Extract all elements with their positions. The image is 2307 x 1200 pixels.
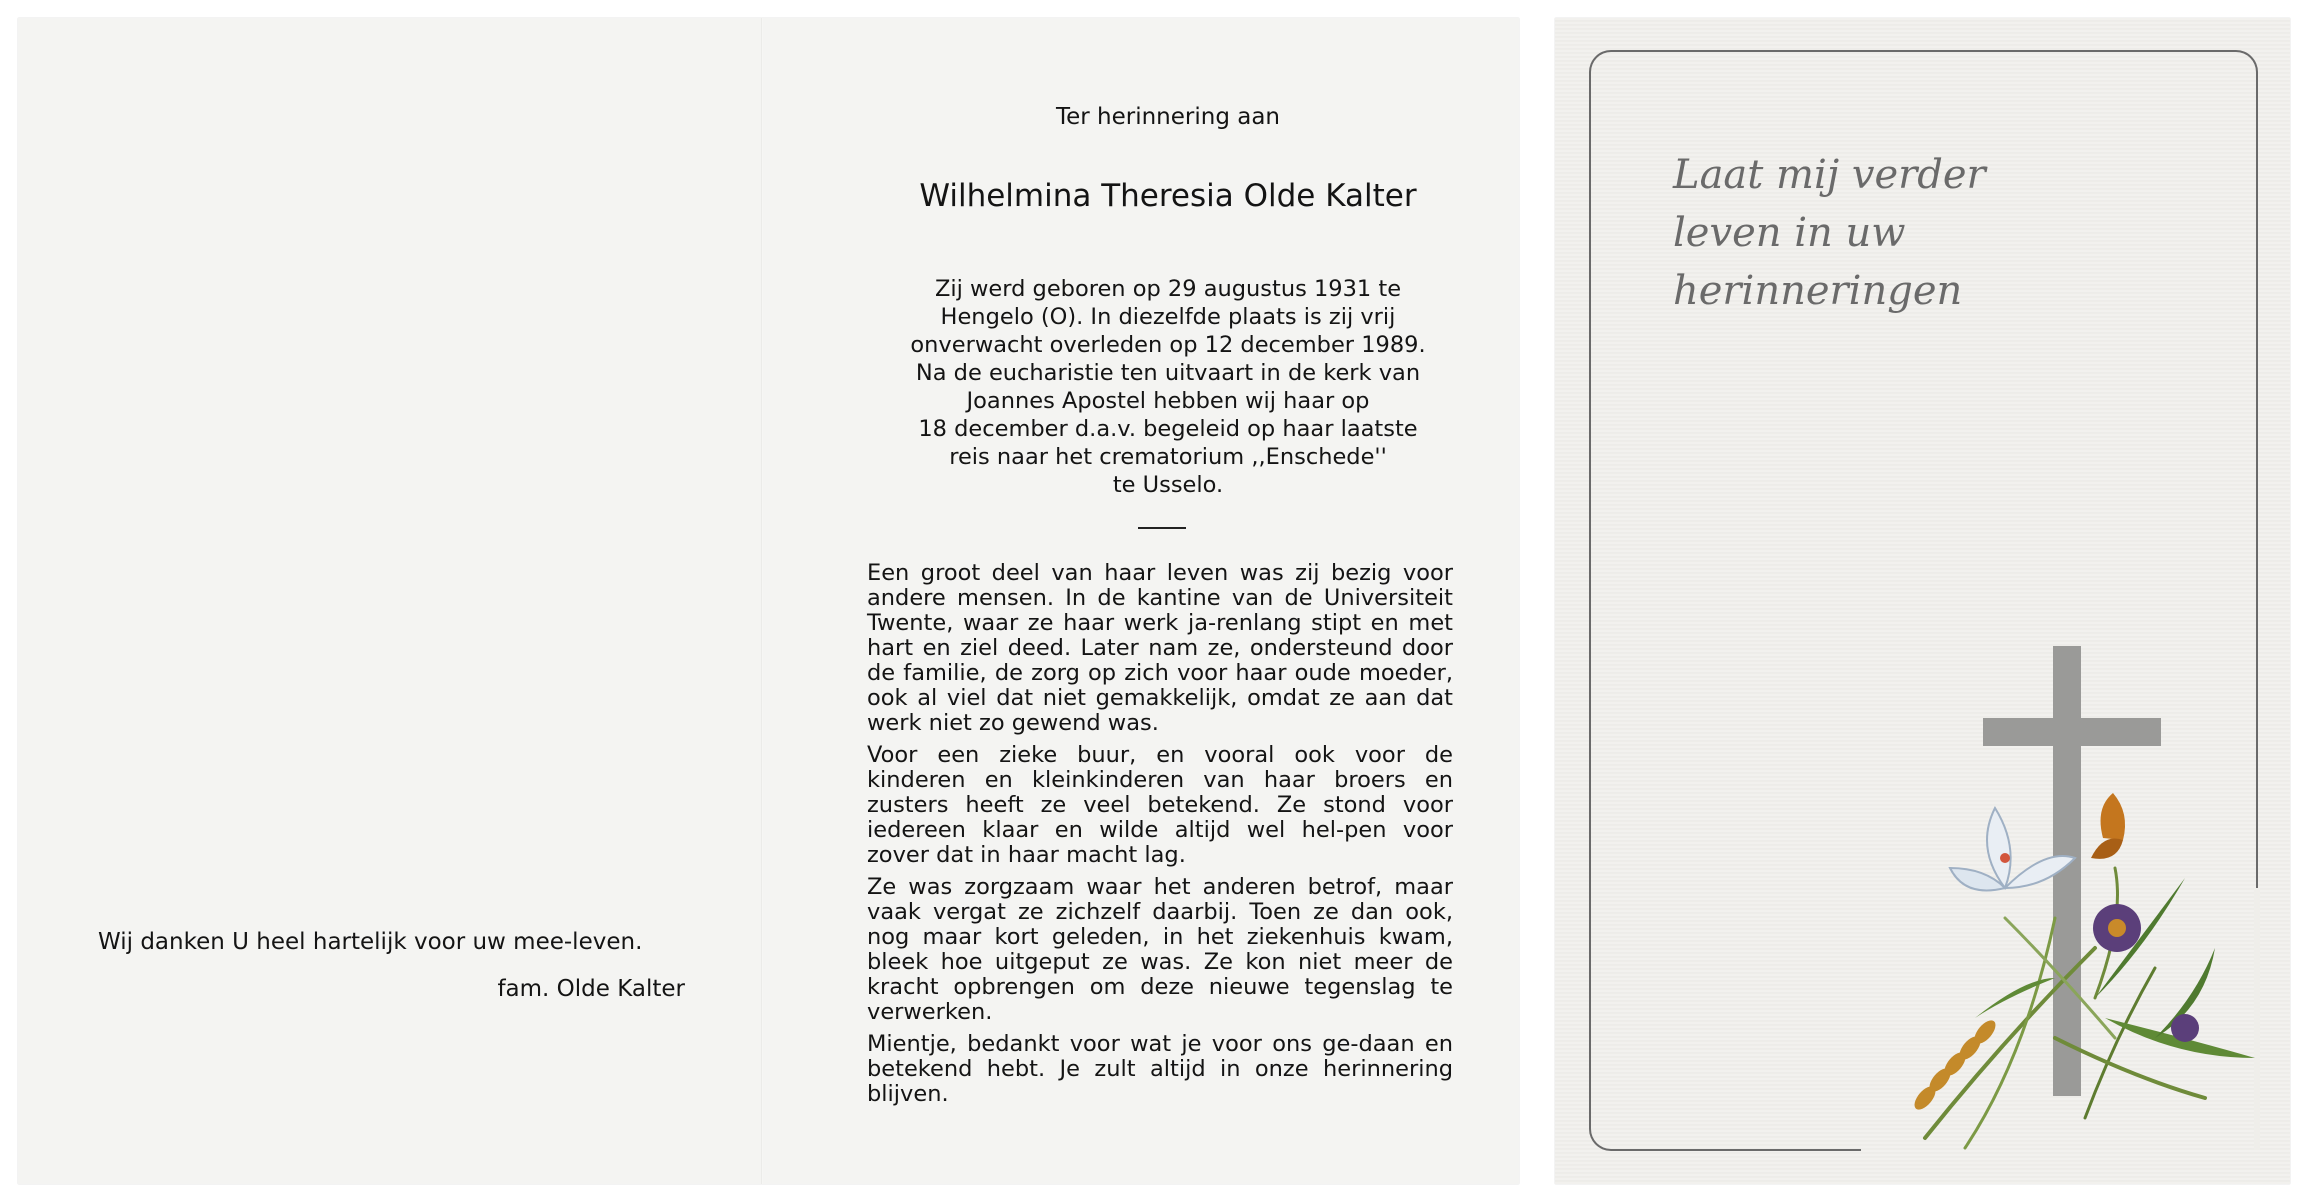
intro-line: Na de eucharistie ten uitvaart in de kerk van xyxy=(915,360,1421,386)
purple-flower-icon xyxy=(2093,904,2199,1042)
front-cover xyxy=(1555,18,2290,1184)
intro-line: 18 december d.a.v. begeleid op haar laatste xyxy=(918,416,1418,442)
tribute-paragraph: Ze was zorgzaam waar het anderen betrof, maar vaak vergat ze zichzelf daarbij. Toen ze dan ook, nog maar kort geleden, in het ziekenhuis kwam, bleek hoe uitgeput ze was. Ze kon niet meer de kracht opbrengen om deze nieuwe tegenslag te verwerken. xyxy=(867,874,1453,1025)
cross-flowers-illustration xyxy=(1855,618,2285,1178)
tribute-paragraph: Voor een zieke buur, en vooral ook voor de kinderen en kleinkinderen van haar broers en zusters heeft ze veel betekend. Ze stond voor iedereen klaar en wilde altijd wel hel-pen voor zover dat in haar macht lag. xyxy=(867,742,1453,868)
intro-line: te Usselo. xyxy=(1112,472,1224,498)
verse-line: herinneringen xyxy=(1673,268,1963,314)
deceased-name: Wilhelmina Theresia Olde Kalter xyxy=(919,178,1417,214)
intro-line: Hengelo (O). In diezelfde plaats is zij vrij xyxy=(940,304,1396,330)
verse-line: leven in uw xyxy=(1673,210,1906,256)
intro-line: reis naar het crematorium ,,Enschede'' xyxy=(949,444,1387,470)
orange-bud-icon xyxy=(2091,793,2125,859)
intro-line: onverwacht overleden op 12 december 1989. xyxy=(910,332,1426,358)
center-fold xyxy=(761,18,763,1184)
memorial-heading: Ter herinnering aan xyxy=(1055,104,1281,130)
family-signature: fam. Olde Kalter xyxy=(497,976,685,1002)
intro-line: Joannes Apostel hebben wij haar op xyxy=(966,388,1370,414)
cover-verse xyxy=(1673,146,2093,320)
thanks-text: Wij danken U heel hartelijk voor uw mee-leven. xyxy=(98,929,643,955)
tribute-paragraph: Mientje, bedankt voor wat je voor ons ge-daan en betekend hebt. Je zult altijd in onze herinnering blijven. xyxy=(867,1031,1453,1107)
inside-spread xyxy=(18,18,1519,1184)
intro-block xyxy=(868,275,1468,499)
cover-border-bottom xyxy=(1589,1125,1861,1151)
tribute-text xyxy=(867,561,1453,1114)
tribute-paragraph: Een groot deel van haar leven was zij bezig voor andere mensen. In de kantine van de Universiteit Twente, waar ze haar werk ja-renlang stipt en met hart en ziel deed. Later nam ze, ondersteund door de familie, de zorg op zich voor haar oude moeder, ook al viel dat niet gemakkelijk, omdat ze aan dat werk niet zo gewend was. xyxy=(867,560,1453,736)
verse-line: Laat mij verder xyxy=(1673,152,1986,198)
intro-line: Zij werd geboren op 29 augustus 1931 te xyxy=(934,276,1402,302)
divider-rule xyxy=(1138,527,1186,529)
